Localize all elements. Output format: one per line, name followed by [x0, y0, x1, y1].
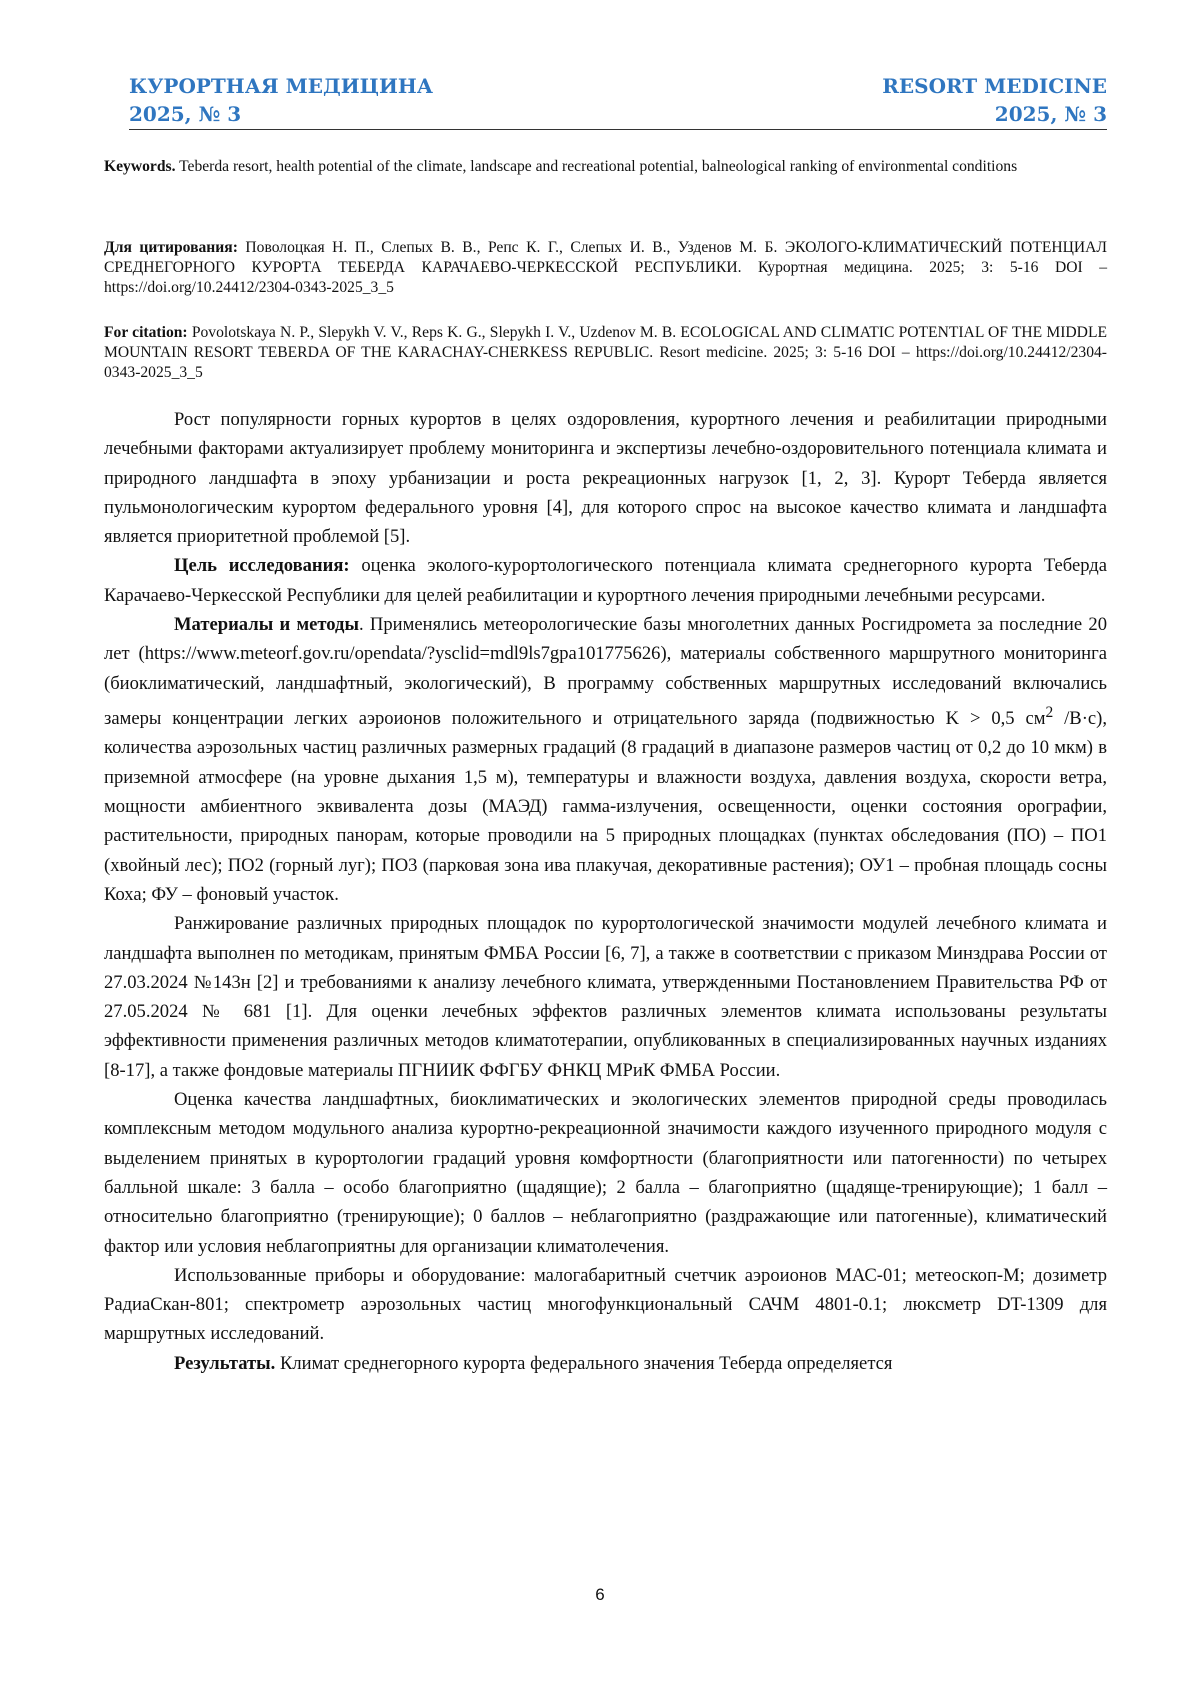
citation-ru-label: Для цитирования: [104, 239, 238, 256]
citation-en [104, 323, 1107, 383]
article-body [104, 405, 1107, 1378]
keywords [104, 157, 1107, 177]
paragraph-ranking: Ранжирование различных природных площадок по курортологической значимости модулей лечебного климата и ландшафта выполнен по методикам, принятым ФМБА России [6, 7], а также в соответствии с приказом Минздрава России от 27.03.2024 №143н [2] и требованиями к анализу лечебного климата, утвержденными Постановлением Правительства РФ от 27.05.2024 № 681 [1]. Для оценки лечебных эффектов различных элементов климата использованы результаты эффективности применения различных методов климатотерапии, опубликованных в специализированных научных изданиях [8-17], а также фондовые материалы ПГНИИК ФФГБУ ФНКЦ МРиК ФМБА России. [104, 909, 1107, 1085]
citation-en-text: Povolotskaya N. P., Slepykh V. V., Reps K. G., Slepykh I. V., Uzdenov M. B. ECOLOGICAL AND CLIMATIC POTENTIAL OF THE MIDDLE MOUNTAIN RESORT TEBERDA OF THE KARACHAY-CHERKESS REPUBLIC. Resort medicine. 2025; 3: 5-16 DOI – https://doi.org/10.24412/2304-0343-2025_3_5 [104, 324, 1107, 381]
paragraph-methods [104, 610, 1107, 909]
superscript-2: 2 [1046, 704, 1054, 721]
methods-text-a: . Применялись метеорологические базы многолетних данных Росгидромета за последние 20 лет (https://www.meteorf.gov.ru/opendata/?ysclid=mdl9ls7gpa101775626), материалы собственного маршрутного мониторинга (биоклиматический, ландшафтный, экологический), В программу собственных маршрутных исследований включались замеры концентрации легких аэроионов положительного и отрицательного заряда (подвижностью K > 0,5 см [104, 614, 1107, 729]
results-label: Результаты. [174, 1353, 275, 1374]
paragraph-equipment: Использованные приборы и оборудование: малогабаритный счетчик аэроионов МАС-01; метеоскоп-М; дозиметр РадиаСкан-801; спектрометр аэрозольных частиц многофункциональный САЧМ 4801-0.1; люксметр DT-1309 для маршрутных исследований. [104, 1261, 1107, 1349]
citation-en-label: For citation: [104, 324, 188, 341]
journal-issue-right: 2025, № 3 [995, 100, 1107, 128]
citation-ru [104, 238, 1107, 298]
journal-title-en: RESORT MEDICINE [882, 72, 1107, 100]
journal-issue-left: 2025, № 3 [129, 100, 241, 128]
aim-label: Цель исследования: [174, 555, 350, 576]
methods-label: Материалы и методы [174, 614, 359, 635]
paragraph-aim [104, 551, 1107, 610]
running-header [129, 72, 1107, 130]
results-text: Климат среднегорного курорта федерального значения Теберда определяется [275, 1353, 892, 1374]
page-number: 6 [0, 1585, 1200, 1605]
paragraph-assessment: Оценка качества ландшафтных, биоклиматических и экологических элементов природной среды проводилась комплексным методом модульного анализа курортно-рекреационной значимости каждого изученного природного модуля с выделением принятых в курортологии градаций уровня комфортности (благоприятности или патогенности) по четырех балльной шкале: 3 балла – особо благоприятно (щадящие); 2 балла – благоприятно (щадяще-тренирующие); 1 балл – относительно благоприятно (тренирующие); 0 баллов – неблагоприятно (раздражающие или патогенные), климатический фактор или условия неблагоприятны для организации климатолечения. [104, 1085, 1107, 1261]
paragraph-intro: Рост популярности горных курортов в целях оздоровления, курортного лечения и реабилитации природными лечебными факторами актуализирует проблему мониторинга и экспертизы лечебно-оздоровительного потенциала климата и природного ландшафта в эпоху урбанизации и роста рекреационных нагрузок [1, 2, 3]. Курорт Теберда является пульмонологическим курортом федерального уровня [4], для которого спрос на высокое качество климата и ландшафта является приоритетной проблемой [5]. [104, 405, 1107, 551]
aim-text: оценка эколого-курортологического потенциала климата среднегорного курорта Теберда Карачаево-Черкесской Республики для целей реабилитации и курортного лечения природными лечебными ресурсами. [104, 555, 1107, 605]
journal-title-ru: КУРОРТНАЯ МЕДИЦИНА [129, 72, 433, 100]
keywords-text: Teberda resort, health potential of the climate, landscape and recreational potential, balneological ranking of environmental conditions [175, 158, 1017, 175]
citation-ru-text: Поволоцкая Н. П., Слепых В. В., Репс К. Г., Слепых И. В., Узденов М. Б. ЭКОЛОГО-КЛИМАТИЧЕСКИЙ ПОТЕНЦИАЛ СРЕДНЕГОРНОГО КУРОРТА ТЕБЕРДА КАРАЧАЕВО-ЧЕРКЕССКОЙ РЕСПУБЛИКИ. Курортная медицина. 2025; 3: 5-16 DOI – https://doi.org/10.24412/2304-0343-2025_3_5 [104, 239, 1107, 296]
methods-text-b: /В·с), количества аэрозольных частиц различных размерных градаций (8 градаций в диапазоне размеров частиц от 0,2 до 10 мкм) в приземной атмосфере (на уровне дыхания 1,5 м), температуры и влажности воздуха, давления воздуха, скорости ветра, мощности амбиентного эквивалента дозы (МАЭД) гамма-излучения, освещенности, оценки состояния орографии, растительности, природных панорам, которые проводили на 5 природных площадках (пунктах обследования (ПО) – ПО1 (хвойный лес); ПО2 (горный луг); ПО3 (парковая зона ива плакучая, декоративные растения); ОУ1 – пробная площадь сосны Коха; ФУ – фоновый участок. [104, 708, 1107, 905]
paragraph-results [104, 1349, 1107, 1378]
keywords-label: Keywords. [104, 158, 175, 175]
